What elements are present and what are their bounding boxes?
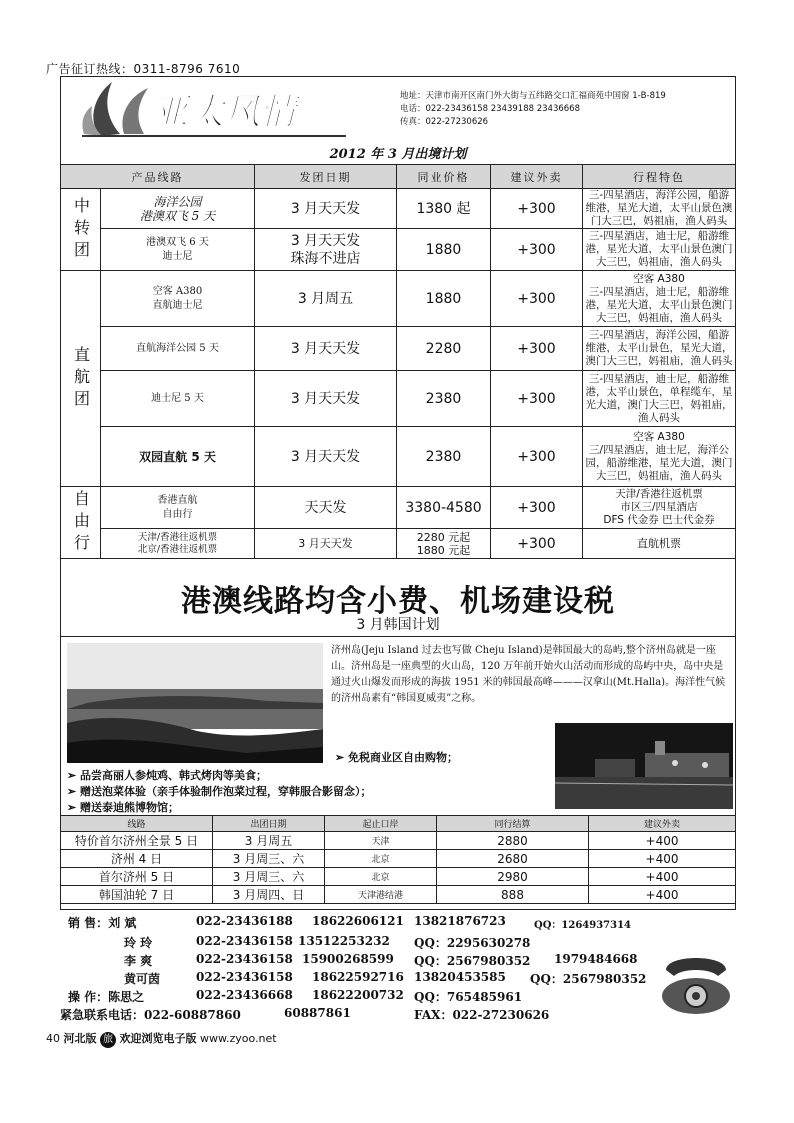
arrow-icon: ➢ bbox=[335, 751, 349, 764]
date-cell: 3 月周三、六 bbox=[213, 868, 325, 886]
header-suggest: 建议外卖 bbox=[491, 165, 583, 189]
category-free: 自由行 bbox=[61, 487, 101, 559]
price-cell: 3380-4580 bbox=[397, 487, 491, 529]
category-direct: 直航团 bbox=[61, 271, 101, 487]
feature-cell: 天津/香港往返机票 市区三/四星酒店 DFS 代金券 巴士代金券 bbox=[583, 487, 736, 529]
contact-phone: 022-23436158 bbox=[196, 952, 293, 966]
product-cell: 迪士尼 5 天 bbox=[101, 371, 255, 427]
product-cell: 双园直航 5 天 bbox=[101, 427, 255, 487]
suggest-cell: +400 bbox=[589, 886, 736, 904]
website-link[interactable]: www.zyoo.net bbox=[200, 1032, 277, 1045]
ops-mobile: 18622200732 bbox=[312, 988, 404, 1002]
product-cell: 海洋公园 港澳双飞 5 天 bbox=[101, 189, 255, 229]
date-cell: 3 月周三、六 bbox=[213, 850, 325, 868]
telephone-icon bbox=[656, 946, 736, 1018]
product-cell: 港澳双飞 6 天 迪士尼 bbox=[101, 229, 255, 271]
header-date: 出团日期 bbox=[213, 816, 325, 832]
feature-cell: 三-四星酒店，海洋公园，船游维港，太平山景色，星光大道，澳门大三巴，妈祖庙，渔人码头 bbox=[583, 327, 736, 371]
contact-phone: 022-23436188 bbox=[196, 914, 293, 928]
table-row bbox=[61, 832, 736, 850]
feature-cell: 三-四星酒店，海洋公园，船游维港，星光大道，太平山景色澳门大三巴，妈祖庙，渔人码头 bbox=[583, 189, 736, 229]
route-cell: 韩国油轮 7 日 bbox=[61, 886, 213, 904]
product-cell: 直航海洋公园 5 天 bbox=[101, 327, 255, 371]
settle-cell: 2880 bbox=[437, 832, 589, 850]
route-cell: 特价首尔济州全景 5 日 bbox=[61, 832, 213, 850]
table-row bbox=[61, 529, 736, 559]
date-cell: 3 月周五 bbox=[213, 832, 325, 850]
table-row bbox=[61, 189, 736, 229]
perk-item: ➢ 赠送泰迪熊博物馆； bbox=[67, 801, 180, 814]
travel-badge-icon: 旅 bbox=[100, 1032, 116, 1048]
header-date: 发团日期 bbox=[255, 165, 397, 189]
arrow-icon: ➢ bbox=[67, 785, 81, 798]
contact-mobile: 18622592716 bbox=[312, 970, 404, 984]
table-row bbox=[61, 868, 736, 886]
product-cell: 空客 A380 直航迪士尼 bbox=[101, 271, 255, 327]
header-route: 线路 bbox=[61, 816, 213, 832]
header-feature: 行程特色 bbox=[583, 165, 736, 189]
contact-row: 销 售：刘 斌 bbox=[68, 916, 137, 930]
feature-cell: 直航机票 bbox=[583, 529, 736, 559]
port-cell: 北京 bbox=[325, 850, 437, 868]
header-suggest: 建议外卖 bbox=[589, 816, 736, 832]
contact-qq: QQ：2567980352 bbox=[414, 954, 531, 968]
urgent-phone: 紧急联系电话：022-60887860 bbox=[60, 1008, 241, 1022]
perk-item: ➢ 赠送泡菜体验（亲手体验制作泡菜过程，穿韩服合影留念）； bbox=[67, 785, 372, 798]
table-row bbox=[61, 229, 736, 271]
page-footer bbox=[46, 1030, 277, 1048]
table-row bbox=[61, 487, 736, 529]
route-cell: 济州 4 日 bbox=[61, 850, 213, 868]
table-row bbox=[61, 850, 736, 868]
date-cell: 3 月天天发 珠海不进店 bbox=[255, 229, 397, 271]
price-cell: 2380 bbox=[397, 427, 491, 487]
port-cell: 天津港结港 bbox=[325, 886, 437, 904]
brand-address: 地址：天津市南开区南门外大街与五纬路交口汇福商苑中国窗 1-B-819 bbox=[400, 91, 666, 101]
contact-name: 玲 玲 bbox=[124, 936, 153, 950]
jeju-section bbox=[60, 636, 736, 816]
suggest-cell: +300 bbox=[491, 529, 583, 559]
date-cell: 3 月天天发 bbox=[255, 427, 397, 487]
page-number: 40 bbox=[46, 1032, 60, 1045]
price-cell: 1380 起 bbox=[397, 189, 491, 229]
product-cell: 香港直航 自由行 bbox=[101, 487, 255, 529]
settle-cell: 2980 bbox=[437, 868, 589, 886]
korea-title: 3 月韩国计划 bbox=[356, 617, 440, 633]
suggest-cell: +300 bbox=[491, 487, 583, 529]
table-header-row bbox=[61, 816, 736, 832]
ops-label: 操 作：陈思之 bbox=[68, 990, 145, 1004]
korea-table bbox=[60, 815, 736, 904]
brand-fax: 传真：022-27230626 bbox=[400, 117, 489, 127]
suggest-cell: +300 bbox=[491, 229, 583, 271]
contact-mobile: 15900268599 bbox=[302, 952, 394, 966]
suggest-cell: +300 bbox=[491, 189, 583, 229]
table-header-row bbox=[61, 165, 736, 189]
header-product: 产品线路 bbox=[61, 165, 255, 189]
ops-qq: QQ：765485961 bbox=[414, 990, 523, 1004]
date-cell: 天天发 bbox=[255, 487, 397, 529]
table-row bbox=[61, 271, 736, 327]
contact-mobile: 18622606121 bbox=[312, 914, 404, 928]
contact-name: 黄可茵 bbox=[124, 972, 161, 986]
price-cell: 1880 bbox=[397, 229, 491, 271]
table-row bbox=[61, 886, 736, 904]
brand-phone: 电话：022-23436158 23439188 23436668 bbox=[400, 104, 580, 114]
date-cell: 3 月天天发 bbox=[255, 327, 397, 371]
date-cell: 3 月天天发 bbox=[255, 529, 397, 559]
urgent-phone-2: 60887861 bbox=[284, 1006, 351, 1020]
urgent-fax: FAX：022-27230626 bbox=[414, 1008, 550, 1022]
perk-item: ➢ 品尝高丽人参炖鸡、韩式烤肉等美食； bbox=[67, 769, 268, 782]
contact-qq: QQ：1264937314 bbox=[534, 920, 632, 931]
price-cell: 2280 bbox=[397, 327, 491, 371]
price-cell: 2280 元起 1880 元起 bbox=[397, 529, 491, 559]
header-port: 起止口岸 bbox=[325, 816, 437, 832]
ops-phone: 022-23436668 bbox=[196, 988, 293, 1002]
seoul-night-photo bbox=[555, 723, 733, 809]
contact-qq-extra: 1979484668 bbox=[554, 952, 638, 966]
price-cell: 1880 bbox=[397, 271, 491, 327]
contact-qq: QQ：2295630278 bbox=[414, 936, 531, 950]
suggest-cell: +400 bbox=[589, 868, 736, 886]
table-row bbox=[61, 427, 736, 487]
contact-name: 李 爽 bbox=[124, 954, 153, 968]
suggest-cell: +300 bbox=[491, 271, 583, 327]
table-row bbox=[61, 371, 736, 427]
feature-cell: 空客 A380 三-四星酒店，迪士尼，船游维港，星光大道，太平山景色澳门大三巴，妈祖庙，渔人码头 bbox=[583, 271, 736, 327]
settle-cell: 888 bbox=[437, 886, 589, 904]
settle-cell: 2680 bbox=[437, 850, 589, 868]
price-cell: 2380 bbox=[397, 371, 491, 427]
contact-mobile: 13820453585 bbox=[414, 970, 506, 984]
jeju-coast-photo bbox=[67, 643, 323, 763]
feature-cell: 三-四星酒店，迪士尼，船游维港，太平山景色，单程缆车，星光大道，澳门大三巴，妈祖庙，渔人码头 bbox=[583, 371, 736, 427]
brand-logo bbox=[78, 78, 348, 140]
arrow-icon: ➢ bbox=[67, 769, 81, 782]
contact-mobile: 13512253232 bbox=[298, 934, 390, 948]
port-cell: 天津 bbox=[325, 832, 437, 850]
category-transfer: 中转团 bbox=[61, 189, 101, 271]
date-cell: 3 月天天发 bbox=[255, 371, 397, 427]
hk-macau-table bbox=[60, 164, 736, 559]
suggest-cell: +300 bbox=[491, 327, 583, 371]
contact-mobile: 13821876723 bbox=[414, 914, 506, 928]
route-cell: 首尔济州 5 日 bbox=[61, 868, 213, 886]
header-price: 同业价格 bbox=[397, 165, 491, 189]
contact-phone: 022-23436158 bbox=[196, 970, 293, 984]
date-cell: 3 月周五 bbox=[255, 271, 397, 327]
brand-header bbox=[60, 76, 736, 140]
edition-label: 河北版 bbox=[63, 1032, 97, 1045]
suggest-cell: +400 bbox=[589, 850, 736, 868]
arrow-icon: ➢ bbox=[67, 801, 81, 814]
hotline: 广告征订热线：0311-8796 7610 bbox=[46, 62, 241, 76]
plan-title: 2012 年 3 月出境计划 bbox=[329, 147, 467, 162]
jeju-intro: 济州岛(Jeju Island 过去也写做 Cheju Island)是韩国最大的岛屿,整个济州岛就是一座山。济州岛是一座典型的火山岛，120 万年前开始火山活动而形成的岛屿中央，岛中央是通过火山爆发而形成的海拔 1951 米的韩国最高峰———汉拿山(Mt.Halla)。海洋性气候的济州岛素有“韩国夏威夷”之称。 bbox=[331, 645, 726, 704]
table-row bbox=[61, 327, 736, 371]
header-settle: 同行结算 bbox=[437, 816, 589, 832]
product-cell: 天津/香港往返机票 北京/香港往返机票 bbox=[101, 529, 255, 559]
perk-item: ➢ 免税商业区自由购物； bbox=[335, 751, 459, 764]
port-cell: 北京 bbox=[325, 868, 437, 886]
suggest-cell: +300 bbox=[491, 427, 583, 487]
contact-phone: 022-23436158 bbox=[196, 934, 293, 948]
date-cell: 3 月天天发 bbox=[255, 189, 397, 229]
contact-qq: QQ：2567980352 bbox=[530, 972, 647, 986]
feature-cell: 三-四星酒店，迪士尼，船游维港，星光大道，太平山景色澳门大三巴，妈祖庙，渔人码头 bbox=[583, 229, 736, 271]
slogan: 欢迎浏览电子版 bbox=[119, 1032, 197, 1045]
fee-banner: 港澳线路均含小费、机场建设税 bbox=[181, 584, 615, 619]
suggest-cell: +400 bbox=[589, 832, 736, 850]
brand-logo-text: 亚太风情 bbox=[152, 91, 297, 133]
suggest-cell: +300 bbox=[491, 371, 583, 427]
brand-address-block bbox=[400, 90, 666, 129]
feature-cell: 空客 A380 三/四星酒店，迪士尼，海洋公园，船游维港，星光大道，澳门大三巴，妈祖庙，渔人码头 bbox=[583, 427, 736, 487]
date-cell: 3 月周四、日 bbox=[213, 886, 325, 904]
